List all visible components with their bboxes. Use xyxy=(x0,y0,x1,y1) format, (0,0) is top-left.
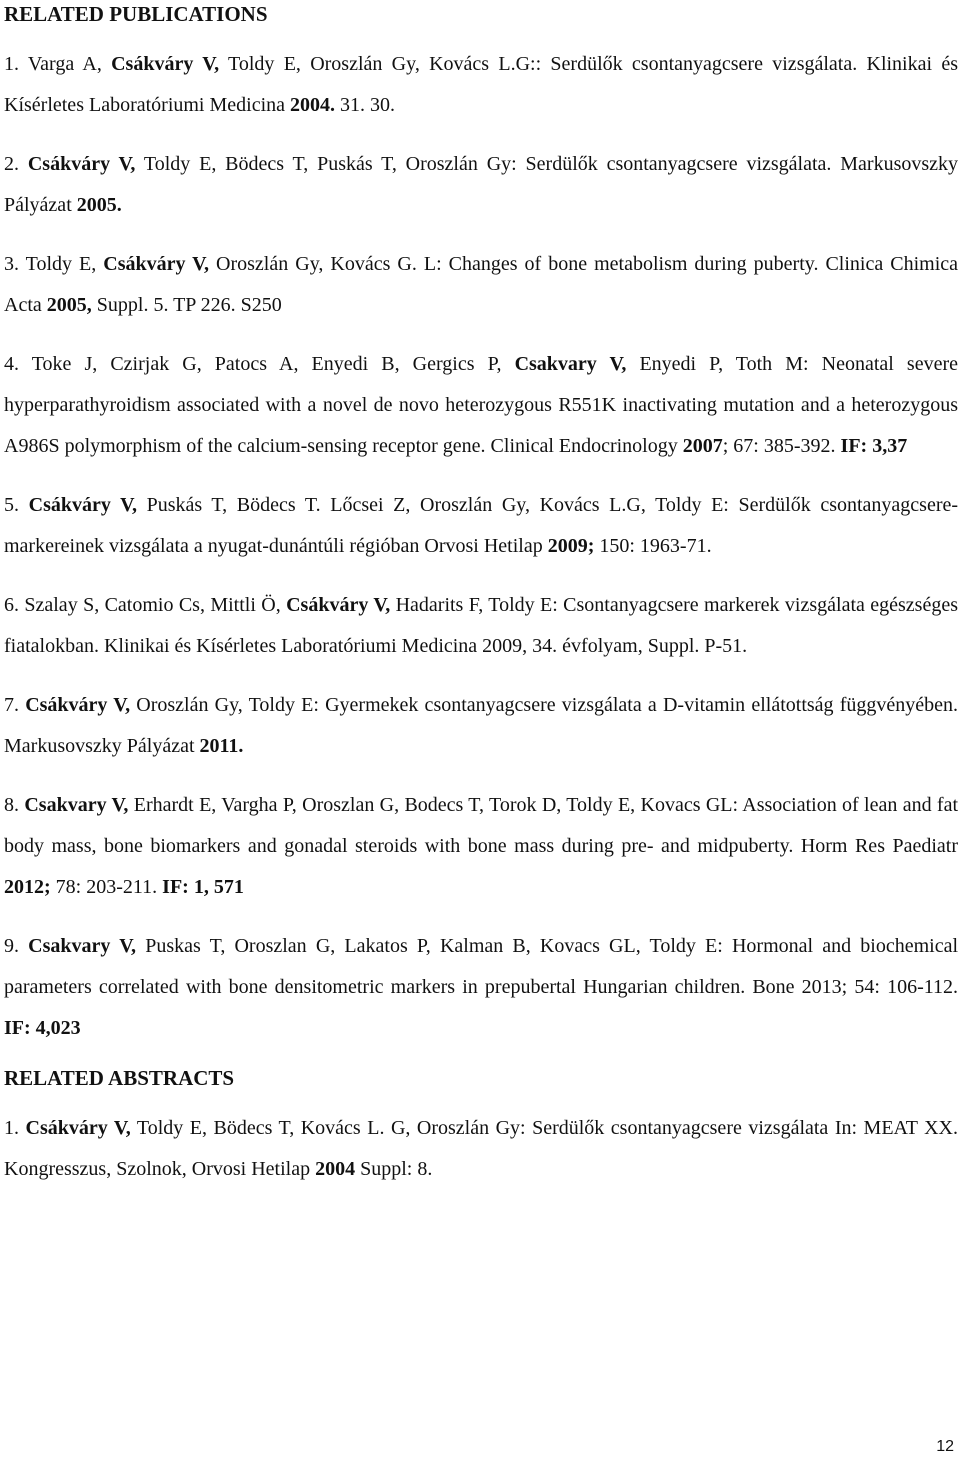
reference-entry xyxy=(4,1108,958,1190)
bold-text: 2007 xyxy=(682,435,723,457)
entry-text: 150: 1963-71. xyxy=(594,535,712,557)
bold-text: Csakvary V, xyxy=(24,794,129,816)
bold-text: 2009; xyxy=(547,535,595,557)
entry-text: 4. Toke J, Czirjak G, Patocs A, Enyedi B, Gergics P, xyxy=(4,353,515,375)
entry-text: Puskás T, Bödecs T. Lőcsei Z, Oroszlán Gy, Kovács L.G, Toldy E: Serdülők csontanyagcsere-markereinek vizsgálata a nyugat-dunántúli régióban Orvosi Hetilap xyxy=(4,494,959,557)
entry-text: 3. Toldy E, xyxy=(4,253,104,275)
entry-text: Puskas T, Oroszlan G, Lakatos P, Kalman B, Kovacs GL, Toldy E: Hormonal and biochemical parameters correlated with bone densitometric markers in prepubertal Hungarian children. Bone 2013; 54: 106-112. xyxy=(4,935,959,998)
bold-text: Csákváry V, xyxy=(286,594,391,616)
entry-text: Oroszlán Gy, Kovács G. L: Changes of bone metabolism during puberty. Clinica Chimica Acta xyxy=(4,253,959,316)
bold-text: 2005. xyxy=(76,194,122,216)
reference-entry xyxy=(4,344,958,467)
reference-entry xyxy=(4,244,958,326)
bold-text: 2004. xyxy=(290,94,336,116)
page-number: 12 xyxy=(936,1438,954,1455)
entry-text: Erhardt E, Vargha P, Oroszlan G, Bodecs T, Torok D, Toldy E, Kovacs GL: Association of lean and fat body mass, bone biomarkers and gonadal steroids with bone mass during pre- and midpuberty. Horm Res Paediatr xyxy=(4,794,959,857)
entry-text: Oroszlán Gy, Toldy E: Gyermekek csontanyagcsere vizsgálata a D-vitamin ellátottság függvényében. Markusovszky Pályázat xyxy=(4,694,959,757)
document-page xyxy=(4,0,958,1190)
entry-text: Suppl. 5. TP 226. S250 xyxy=(91,294,282,316)
bold-text: IF: 4,023 xyxy=(4,1017,81,1039)
bold-text: Csákváry V, xyxy=(111,53,220,75)
bold-text: Csákváry V, xyxy=(28,494,137,516)
entry-text: ; 67: 385-392. xyxy=(722,435,841,457)
reference-entry xyxy=(4,785,958,908)
bold-text: Csákváry V, xyxy=(25,694,131,716)
reference-entry xyxy=(4,144,958,226)
entry-text: 1. xyxy=(4,1117,26,1139)
entry-text: 6. Szalay S, Catomio Cs, Mittli Ö, xyxy=(4,594,287,616)
bold-text: Csakvary V, xyxy=(28,935,137,957)
bold-text: 2011. xyxy=(199,735,244,757)
bold-text: 2005, xyxy=(46,294,92,316)
bold-text: Csákváry V, xyxy=(103,253,210,275)
entry-text: 9. xyxy=(4,935,29,957)
abstracts-heading: RELATED ABSTRACTS xyxy=(4,1066,235,1090)
bold-text: Csakvary V, xyxy=(514,353,627,375)
entry-text: 8. xyxy=(4,794,25,816)
entry-text: 1. Varga A, xyxy=(4,53,112,75)
entry-text: 31. 30. xyxy=(335,94,396,116)
entry-text: Toldy E, Bödecs T, Kovács L. G, Oroszlán Gy: Serdülők csontanyagcsere vizsgálata In: MEAT XX. Kongresszus, Szolnok, Orvosi Hetilap xyxy=(4,1117,959,1180)
abstracts-list xyxy=(4,1108,958,1190)
bold-text: Csákváry V, xyxy=(25,1117,131,1139)
publications-list xyxy=(4,44,958,1049)
reference-entry xyxy=(4,585,958,667)
reference-entry xyxy=(4,685,958,767)
entry-text: 5. xyxy=(4,494,29,516)
bold-text: IF: 3,37 xyxy=(840,435,908,457)
entry-text: 78: 203-211. xyxy=(50,876,163,898)
entry-text: Enyedi P, Toth M: Neonatal severe hyperparathyroidism associated with a novel de novo heterozygous R551K inactivating mutation and a heterozygous A986S polymorphism of the calcium-sensing receptor gene. Clinical Endocrinology xyxy=(4,353,959,457)
entry-text: Toldy E, Bödecs T, Puskás T, Oroszlán Gy: Serdülők csontanyagcsere vizsgálata. Markusovszky Pályázat xyxy=(4,153,959,216)
publications-heading: RELATED PUBLICATIONS xyxy=(4,2,268,26)
reference-entry xyxy=(4,485,958,567)
reference-entry xyxy=(4,926,958,1049)
entry-text: Toldy E, Oroszlán Gy, Kovács L.G:: Serdülők csontanyagcsere vizsgálata. Klinikai és Kísérletes Laboratóriumi Medicina xyxy=(4,53,958,116)
entry-text: 7. xyxy=(4,694,26,716)
entry-text: Suppl: 8. xyxy=(355,1158,433,1180)
bold-text: IF: 1, 571 xyxy=(162,876,244,898)
entry-text: Hadarits F, Toldy E: Csontanyagcsere markerek vizsgálata egészséges fiatalokban. Klinikai és Kísérletes Laboratóriumi Medicina 2009, 34. évfolyam, Suppl. P-51. xyxy=(4,594,958,657)
bold-text: 2004 xyxy=(315,1158,356,1180)
bold-text: 2012; xyxy=(4,876,51,898)
bold-text: Csákváry V, xyxy=(27,153,136,175)
reference-entry xyxy=(4,44,958,126)
entry-text: 2. xyxy=(4,153,28,175)
